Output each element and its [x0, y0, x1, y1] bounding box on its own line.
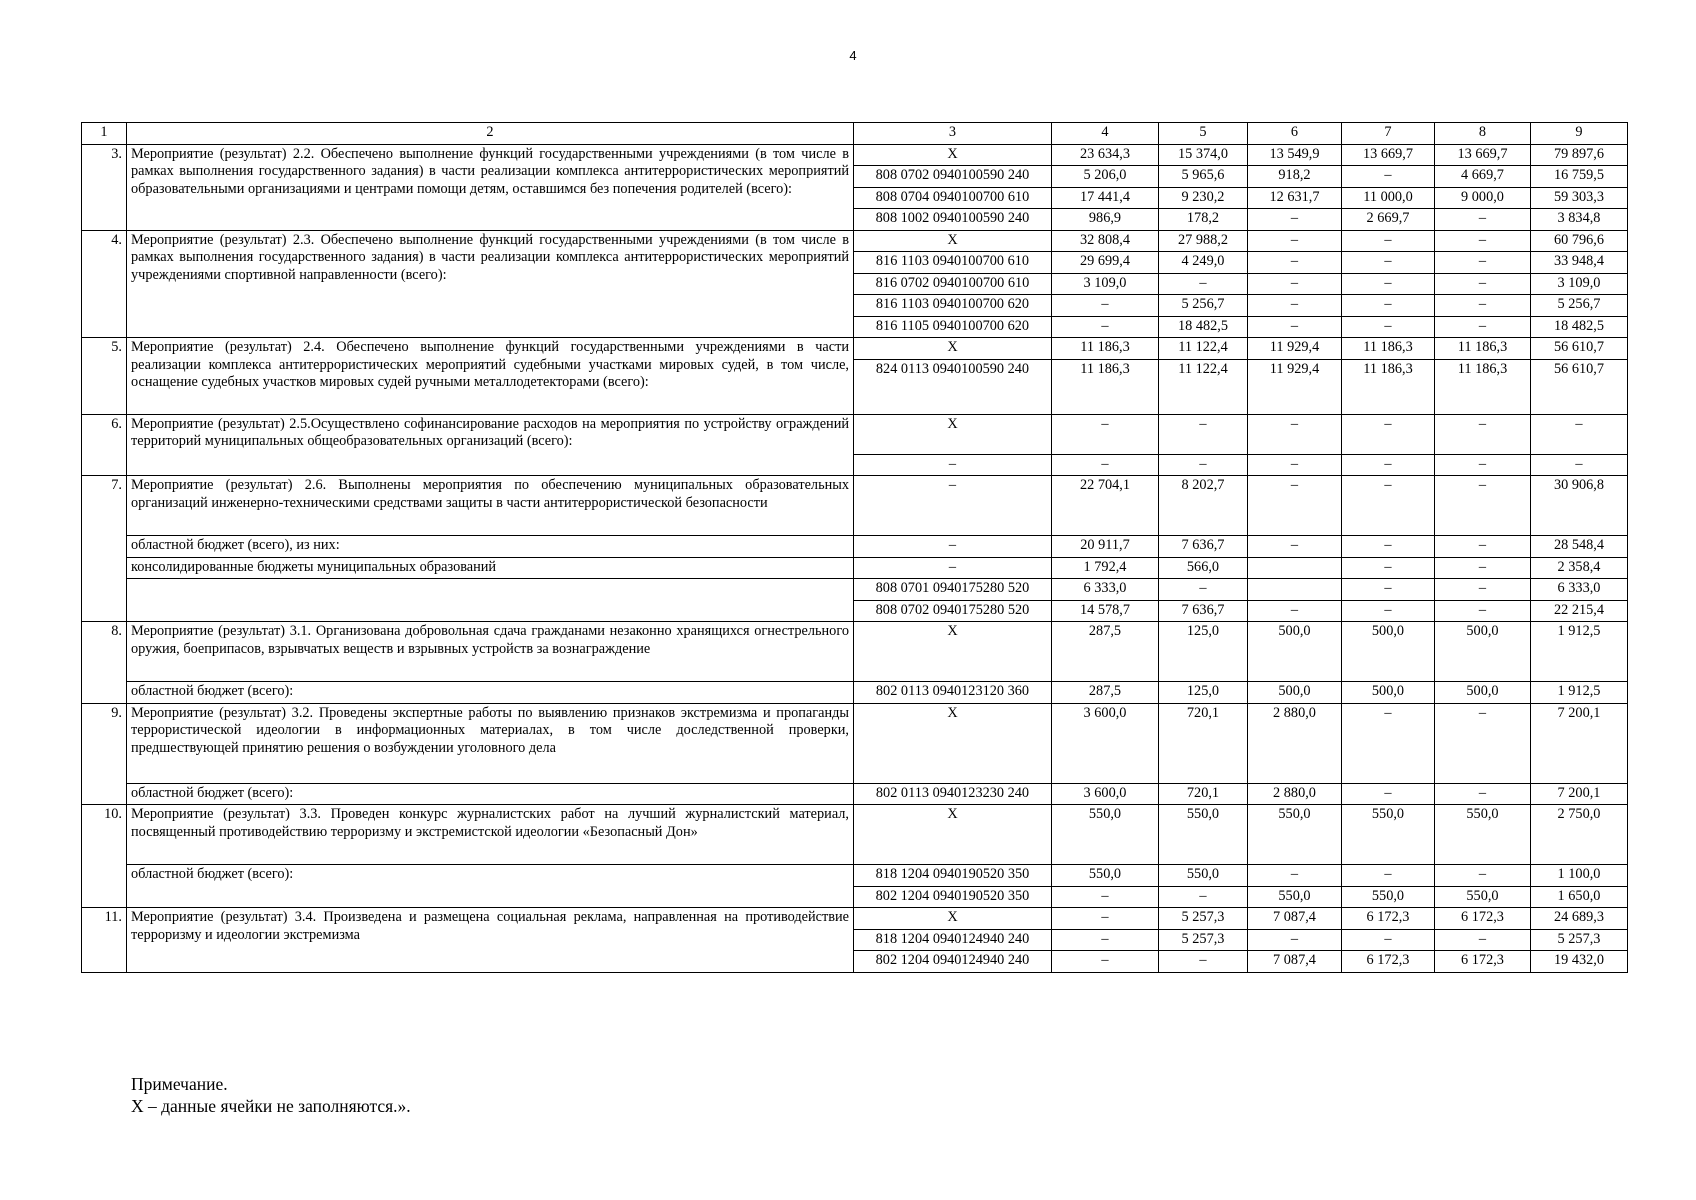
funding-source-label: консолидированные бюджеты муниципальных образований — [127, 557, 854, 579]
amount-cell: 8 202,7 — [1159, 476, 1248, 536]
budget-code: 802 0113 0940123120 360 — [854, 682, 1052, 704]
amount-cell: – — [1052, 454, 1159, 476]
table-row — [82, 703, 1628, 783]
amount-cell: – — [1435, 579, 1531, 601]
budget-code: 808 1002 0940100590 240 — [854, 209, 1052, 231]
amount-cell: – — [1159, 886, 1248, 908]
header-cell: 1 — [82, 123, 127, 145]
amount-cell: 32 808,4 — [1052, 230, 1159, 252]
budget-code: 818 1204 0940190520 350 — [854, 865, 1052, 887]
amount-cell: – — [1435, 865, 1531, 887]
funding-source-label: областной бюджет (всего): — [127, 865, 854, 908]
budget-code: X — [854, 338, 1052, 360]
budget-code: 802 1204 0940190520 350 — [854, 886, 1052, 908]
total-cell: 24 689,3 — [1531, 908, 1628, 930]
budget-code: 808 0704 0940100700 610 — [854, 187, 1052, 209]
total-cell: 59 303,3 — [1531, 187, 1628, 209]
table-header-row — [82, 123, 1628, 145]
amount-cell: 11 122,4 — [1159, 359, 1248, 414]
amount-cell: 11 186,3 — [1052, 359, 1159, 414]
total-cell: 19 432,0 — [1531, 951, 1628, 973]
amount-cell: – — [1248, 865, 1342, 887]
budget-code: X — [854, 622, 1052, 682]
amount-cell: – — [1052, 951, 1159, 973]
amount-cell: – — [1248, 230, 1342, 252]
table-row — [82, 144, 1628, 166]
amount-cell: – — [1248, 295, 1342, 317]
amount-cell: 125,0 — [1159, 622, 1248, 682]
amount-cell — [1248, 557, 1342, 579]
amount-cell: 720,1 — [1159, 703, 1248, 783]
amount-cell: 13 549,9 — [1248, 144, 1342, 166]
budget-code: – — [854, 557, 1052, 579]
amount-cell: 500,0 — [1248, 682, 1342, 704]
total-cell: 30 906,8 — [1531, 476, 1628, 536]
amount-cell: 2 880,0 — [1248, 783, 1342, 805]
amount-cell: – — [1159, 273, 1248, 295]
amount-cell: 287,5 — [1052, 682, 1159, 704]
amount-cell: 2 880,0 — [1248, 703, 1342, 783]
amount-cell: 550,0 — [1159, 865, 1248, 887]
budget-code: 816 1105 0940100700 620 — [854, 316, 1052, 338]
table-row — [82, 908, 1628, 930]
amount-cell: 6 172,3 — [1342, 908, 1435, 930]
amount-cell: 4 669,7 — [1435, 166, 1531, 188]
amount-cell: 720,1 — [1159, 783, 1248, 805]
amount-cell: – — [1248, 536, 1342, 558]
budget-code: X — [854, 414, 1052, 454]
amount-cell: – — [1052, 929, 1159, 951]
amount-cell: 7 087,4 — [1248, 951, 1342, 973]
amount-cell: – — [1342, 600, 1435, 622]
amount-cell: 178,2 — [1159, 209, 1248, 231]
amount-cell: – — [1435, 454, 1531, 476]
budget-code: 824 0113 0940100590 240 — [854, 359, 1052, 414]
amount-cell: – — [1342, 783, 1435, 805]
total-cell: 6 333,0 — [1531, 579, 1628, 601]
budget-code: X — [854, 908, 1052, 930]
amount-cell: 5 256,7 — [1159, 295, 1248, 317]
header-cell: 6 — [1248, 123, 1342, 145]
amount-cell: – — [1159, 414, 1248, 454]
amount-cell: 5 257,3 — [1159, 929, 1248, 951]
table-row — [82, 230, 1628, 252]
total-cell: 2 358,4 — [1531, 557, 1628, 579]
amount-cell: – — [1342, 536, 1435, 558]
amount-cell: 550,0 — [1342, 886, 1435, 908]
amount-cell: 11 929,4 — [1248, 338, 1342, 360]
measure-description: Мероприятие (результат) 3.3. Проведен конкурс журналистских работ на лучший журналистский материал, посвященный противодействию терроризму и экстремистской идеологии «Безопасный Дон» — [127, 805, 854, 865]
total-cell: 3 834,8 — [1531, 209, 1628, 231]
amount-cell: 550,0 — [1052, 805, 1159, 865]
amount-cell: – — [1435, 209, 1531, 231]
measure-description: Мероприятие (результат) 2.4. Обеспечено выполнение функций государственными учреждениями в части реализации комплекса антитеррористических мероприятий судебными участками мировых судей, в том числе, оснащение судебных участков мировых судей ручными металлодетекторами (всего): — [127, 338, 854, 415]
table-row — [82, 805, 1628, 865]
amount-cell — [1248, 579, 1342, 601]
header-cell: 5 — [1159, 123, 1248, 145]
amount-cell: 11 186,3 — [1052, 338, 1159, 360]
amount-cell: – — [1052, 316, 1159, 338]
amount-cell: 3 600,0 — [1052, 783, 1159, 805]
row-number: 11. — [82, 908, 127, 973]
table-row — [82, 865, 1628, 887]
amount-cell: – — [1342, 557, 1435, 579]
amount-cell: – — [1052, 295, 1159, 317]
amount-cell: 11 122,4 — [1159, 338, 1248, 360]
amount-cell: – — [1342, 579, 1435, 601]
budget-code: X — [854, 703, 1052, 783]
budget-code: X — [854, 230, 1052, 252]
amount-cell: – — [1248, 454, 1342, 476]
total-cell: 1 912,5 — [1531, 622, 1628, 682]
amount-cell: – — [1435, 600, 1531, 622]
amount-cell: – — [1342, 252, 1435, 274]
amount-cell: 986,9 — [1052, 209, 1159, 231]
measure-description: Мероприятие (результат) 3.2. Проведены экспертные работы по выявлению признаков экстремизма и пропаганды террористической идеологии в информационных материалах, в том числе доследственной проверки, предшествующей принятию решения о возбуждении уголовного дела — [127, 703, 854, 783]
amount-cell: – — [1248, 929, 1342, 951]
total-cell: 16 759,5 — [1531, 166, 1628, 188]
amount-cell: 22 704,1 — [1052, 476, 1159, 536]
budget-code: X — [854, 144, 1052, 166]
row-number: 5. — [82, 338, 127, 415]
empty-description-cell — [127, 579, 854, 622]
amount-cell: – — [1435, 316, 1531, 338]
amount-cell: 4 249,0 — [1159, 252, 1248, 274]
budget-code: – — [854, 476, 1052, 536]
amount-cell: – — [1342, 929, 1435, 951]
table-row — [82, 536, 1628, 558]
budget-code: 802 0113 0940123230 240 — [854, 783, 1052, 805]
amount-cell: – — [1159, 951, 1248, 973]
amount-cell: 550,0 — [1435, 886, 1531, 908]
table-row — [82, 476, 1628, 536]
funding-source-label: областной бюджет (всего): — [127, 783, 854, 805]
table-row — [82, 414, 1628, 454]
amount-cell: – — [1248, 209, 1342, 231]
amount-cell: 566,0 — [1159, 557, 1248, 579]
amount-cell: 500,0 — [1435, 622, 1531, 682]
amount-cell: 918,2 — [1248, 166, 1342, 188]
amount-cell: 18 482,5 — [1159, 316, 1248, 338]
amount-cell: – — [1435, 230, 1531, 252]
table-row — [82, 783, 1628, 805]
amount-cell: – — [1435, 929, 1531, 951]
row-number: 9. — [82, 703, 127, 805]
amount-cell: 550,0 — [1159, 805, 1248, 865]
amount-cell: – — [1435, 476, 1531, 536]
amount-cell: – — [1435, 536, 1531, 558]
amount-cell: – — [1248, 252, 1342, 274]
budget-table — [81, 122, 1628, 973]
amount-cell: 287,5 — [1052, 622, 1159, 682]
amount-cell: 23 634,3 — [1052, 144, 1159, 166]
budget-code: 816 0702 0940100700 610 — [854, 273, 1052, 295]
budget-code: 802 1204 0940124940 240 — [854, 951, 1052, 973]
total-cell: 3 109,0 — [1531, 273, 1628, 295]
amount-cell: – — [1435, 783, 1531, 805]
budget-code: 816 1103 0940100700 610 — [854, 252, 1052, 274]
amount-cell: – — [1342, 414, 1435, 454]
amount-cell: – — [1342, 230, 1435, 252]
amount-cell: 14 578,7 — [1052, 600, 1159, 622]
total-cell: 60 796,6 — [1531, 230, 1628, 252]
total-cell: 7 200,1 — [1531, 703, 1628, 783]
budget-code: 808 0702 0940100590 240 — [854, 166, 1052, 188]
amount-cell: 2 669,7 — [1342, 209, 1435, 231]
amount-cell: 125,0 — [1159, 682, 1248, 704]
amount-cell: – — [1342, 166, 1435, 188]
row-number: 4. — [82, 230, 127, 338]
total-cell: 1 100,0 — [1531, 865, 1628, 887]
amount-cell: 11 186,3 — [1342, 338, 1435, 360]
total-cell: 1 912,5 — [1531, 682, 1628, 704]
header-cell: 9 — [1531, 123, 1628, 145]
table-row — [82, 338, 1628, 360]
row-number: 7. — [82, 476, 127, 622]
budget-code: X — [854, 805, 1052, 865]
budget-code: – — [854, 454, 1052, 476]
amount-cell: – — [1342, 295, 1435, 317]
total-cell: 1 650,0 — [1531, 886, 1628, 908]
budget-code: 816 1103 0940100700 620 — [854, 295, 1052, 317]
amount-cell: – — [1159, 579, 1248, 601]
amount-cell: 6 172,3 — [1435, 908, 1531, 930]
amount-cell: 9 230,2 — [1159, 187, 1248, 209]
budget-code: – — [854, 536, 1052, 558]
amount-cell: 20 911,7 — [1052, 536, 1159, 558]
table-row — [82, 682, 1628, 704]
total-cell: 22 215,4 — [1531, 600, 1628, 622]
amount-cell: 13 669,7 — [1435, 144, 1531, 166]
amount-cell: 3 600,0 — [1052, 703, 1159, 783]
amount-cell: – — [1342, 865, 1435, 887]
amount-cell: – — [1052, 414, 1159, 454]
total-cell: 2 750,0 — [1531, 805, 1628, 865]
total-cell: – — [1531, 414, 1628, 454]
amount-cell: 5 206,0 — [1052, 166, 1159, 188]
row-number: 8. — [82, 622, 127, 704]
measure-description: Мероприятие (результат) 3.4. Произведена и размещена социальная реклама, направленная на противодействие терроризму и идеологии экстремизма — [127, 908, 854, 973]
measure-description: Мероприятие (результат) 2.5.Осуществлено софинансирование расходов на мероприятия по устройству ограждений территорий муниципальных общеобразовательных организаций (всего): — [127, 414, 854, 476]
amount-cell: 550,0 — [1052, 865, 1159, 887]
amount-cell: – — [1342, 703, 1435, 783]
amount-cell: 500,0 — [1248, 622, 1342, 682]
amount-cell: 11 186,3 — [1435, 359, 1531, 414]
row-number: 10. — [82, 805, 127, 908]
amount-cell: – — [1248, 316, 1342, 338]
page-number: 4 — [849, 48, 857, 63]
header-cell: 3 — [854, 123, 1052, 145]
amount-cell: 1 792,4 — [1052, 557, 1159, 579]
amount-cell: – — [1435, 557, 1531, 579]
table-row — [82, 557, 1628, 579]
measure-description: Мероприятие (результат) 2.3. Обеспечено выполнение функций государственными учреждениями (в том числе в рамках выполнения государственного задания) в части реализации комплекса антитеррористических мероприятий учреждениями спортивной направленности (всего): — [127, 230, 854, 338]
amount-cell: – — [1342, 476, 1435, 536]
header-cell: 2 — [127, 123, 854, 145]
amount-cell: 550,0 — [1248, 805, 1342, 865]
budget-code: 808 0701 0940175280 520 — [854, 579, 1052, 601]
amount-cell: 27 988,2 — [1159, 230, 1248, 252]
amount-cell: 550,0 — [1342, 805, 1435, 865]
table-row — [82, 622, 1628, 682]
amount-cell: 9 000,0 — [1435, 187, 1531, 209]
amount-cell: – — [1248, 476, 1342, 536]
amount-cell: 29 699,4 — [1052, 252, 1159, 274]
total-cell: 5 256,7 — [1531, 295, 1628, 317]
amount-cell: 15 374,0 — [1159, 144, 1248, 166]
amount-cell: 11 929,4 — [1248, 359, 1342, 414]
total-cell: 79 897,6 — [1531, 144, 1628, 166]
row-number: 6. — [82, 414, 127, 476]
header-cell: 4 — [1052, 123, 1159, 145]
amount-cell: – — [1052, 908, 1159, 930]
total-cell: – — [1531, 454, 1628, 476]
total-cell: 7 200,1 — [1531, 783, 1628, 805]
budget-code: 818 1204 0940124940 240 — [854, 929, 1052, 951]
measure-description: Мероприятие (результат) 2.6. Выполнены мероприятия по обеспечению муниципальных образовательных организаций инженерно-техническими средствами защиты в части антитеррористической безопасности — [127, 476, 854, 536]
total-cell: 56 610,7 — [1531, 359, 1628, 414]
total-cell: 5 257,3 — [1531, 929, 1628, 951]
total-cell: 18 482,5 — [1531, 316, 1628, 338]
funding-source-label: областной бюджет (всего), из них: — [127, 536, 854, 558]
amount-cell: 500,0 — [1342, 622, 1435, 682]
amount-cell: – — [1342, 316, 1435, 338]
amount-cell: 6 333,0 — [1052, 579, 1159, 601]
amount-cell: 7 636,7 — [1159, 536, 1248, 558]
amount-cell: 6 172,3 — [1435, 951, 1531, 973]
footnote — [131, 1073, 411, 1117]
amount-cell: 5 257,3 — [1159, 908, 1248, 930]
amount-cell: 500,0 — [1435, 682, 1531, 704]
amount-cell: – — [1435, 273, 1531, 295]
amount-cell: – — [1159, 454, 1248, 476]
amount-cell: – — [1342, 454, 1435, 476]
funding-source-label: областной бюджет (всего): — [127, 682, 854, 704]
amount-cell: 17 441,4 — [1052, 187, 1159, 209]
footnote-text: Х – данные ячейки не заполняются.». — [131, 1096, 411, 1116]
amount-cell: 6 172,3 — [1342, 951, 1435, 973]
amount-cell: – — [1052, 886, 1159, 908]
amount-cell: – — [1435, 703, 1531, 783]
amount-cell: 500,0 — [1342, 682, 1435, 704]
total-cell: 56 610,7 — [1531, 338, 1628, 360]
amount-cell: 7 636,7 — [1159, 600, 1248, 622]
amount-cell: – — [1248, 600, 1342, 622]
amount-cell: – — [1435, 295, 1531, 317]
amount-cell: – — [1435, 252, 1531, 274]
amount-cell: 13 669,7 — [1342, 144, 1435, 166]
amount-cell: – — [1248, 273, 1342, 295]
amount-cell: 11 186,3 — [1342, 359, 1435, 414]
measure-description: Мероприятие (результат) 3.1. Организована добровольная сдача гражданами незаконно хранящихся огнестрельного оружия, боеприпасов, взрывчатых веществ и взрывных устройств за вознаграждение — [127, 622, 854, 682]
row-number: 3. — [82, 144, 127, 230]
total-cell: 28 548,4 — [1531, 536, 1628, 558]
amount-cell: – — [1435, 414, 1531, 454]
amount-cell: 11 000,0 — [1342, 187, 1435, 209]
amount-cell: 12 631,7 — [1248, 187, 1342, 209]
amount-cell: 550,0 — [1248, 886, 1342, 908]
measure-description: Мероприятие (результат) 2.2. Обеспечено выполнение функций государственными учреждениями (в том числе в рамках выполнения государственного задания) в части реализации комплекса антитеррористических мероприятий образовательными организациями и центрами помощи детям, оставшимся без попечения родителей (всего): — [127, 144, 854, 230]
amount-cell: – — [1342, 273, 1435, 295]
amount-cell: 7 087,4 — [1248, 908, 1342, 930]
amount-cell: 3 109,0 — [1052, 273, 1159, 295]
amount-cell: 5 965,6 — [1159, 166, 1248, 188]
amount-cell: 550,0 — [1435, 805, 1531, 865]
footnote-title: Примечание. — [131, 1074, 228, 1094]
amount-cell: 11 186,3 — [1435, 338, 1531, 360]
header-cell: 7 — [1342, 123, 1435, 145]
amount-cell: – — [1248, 414, 1342, 454]
table-row — [82, 579, 1628, 601]
header-cell: 8 — [1435, 123, 1531, 145]
total-cell: 33 948,4 — [1531, 252, 1628, 274]
budget-code: 808 0702 0940175280 520 — [854, 600, 1052, 622]
